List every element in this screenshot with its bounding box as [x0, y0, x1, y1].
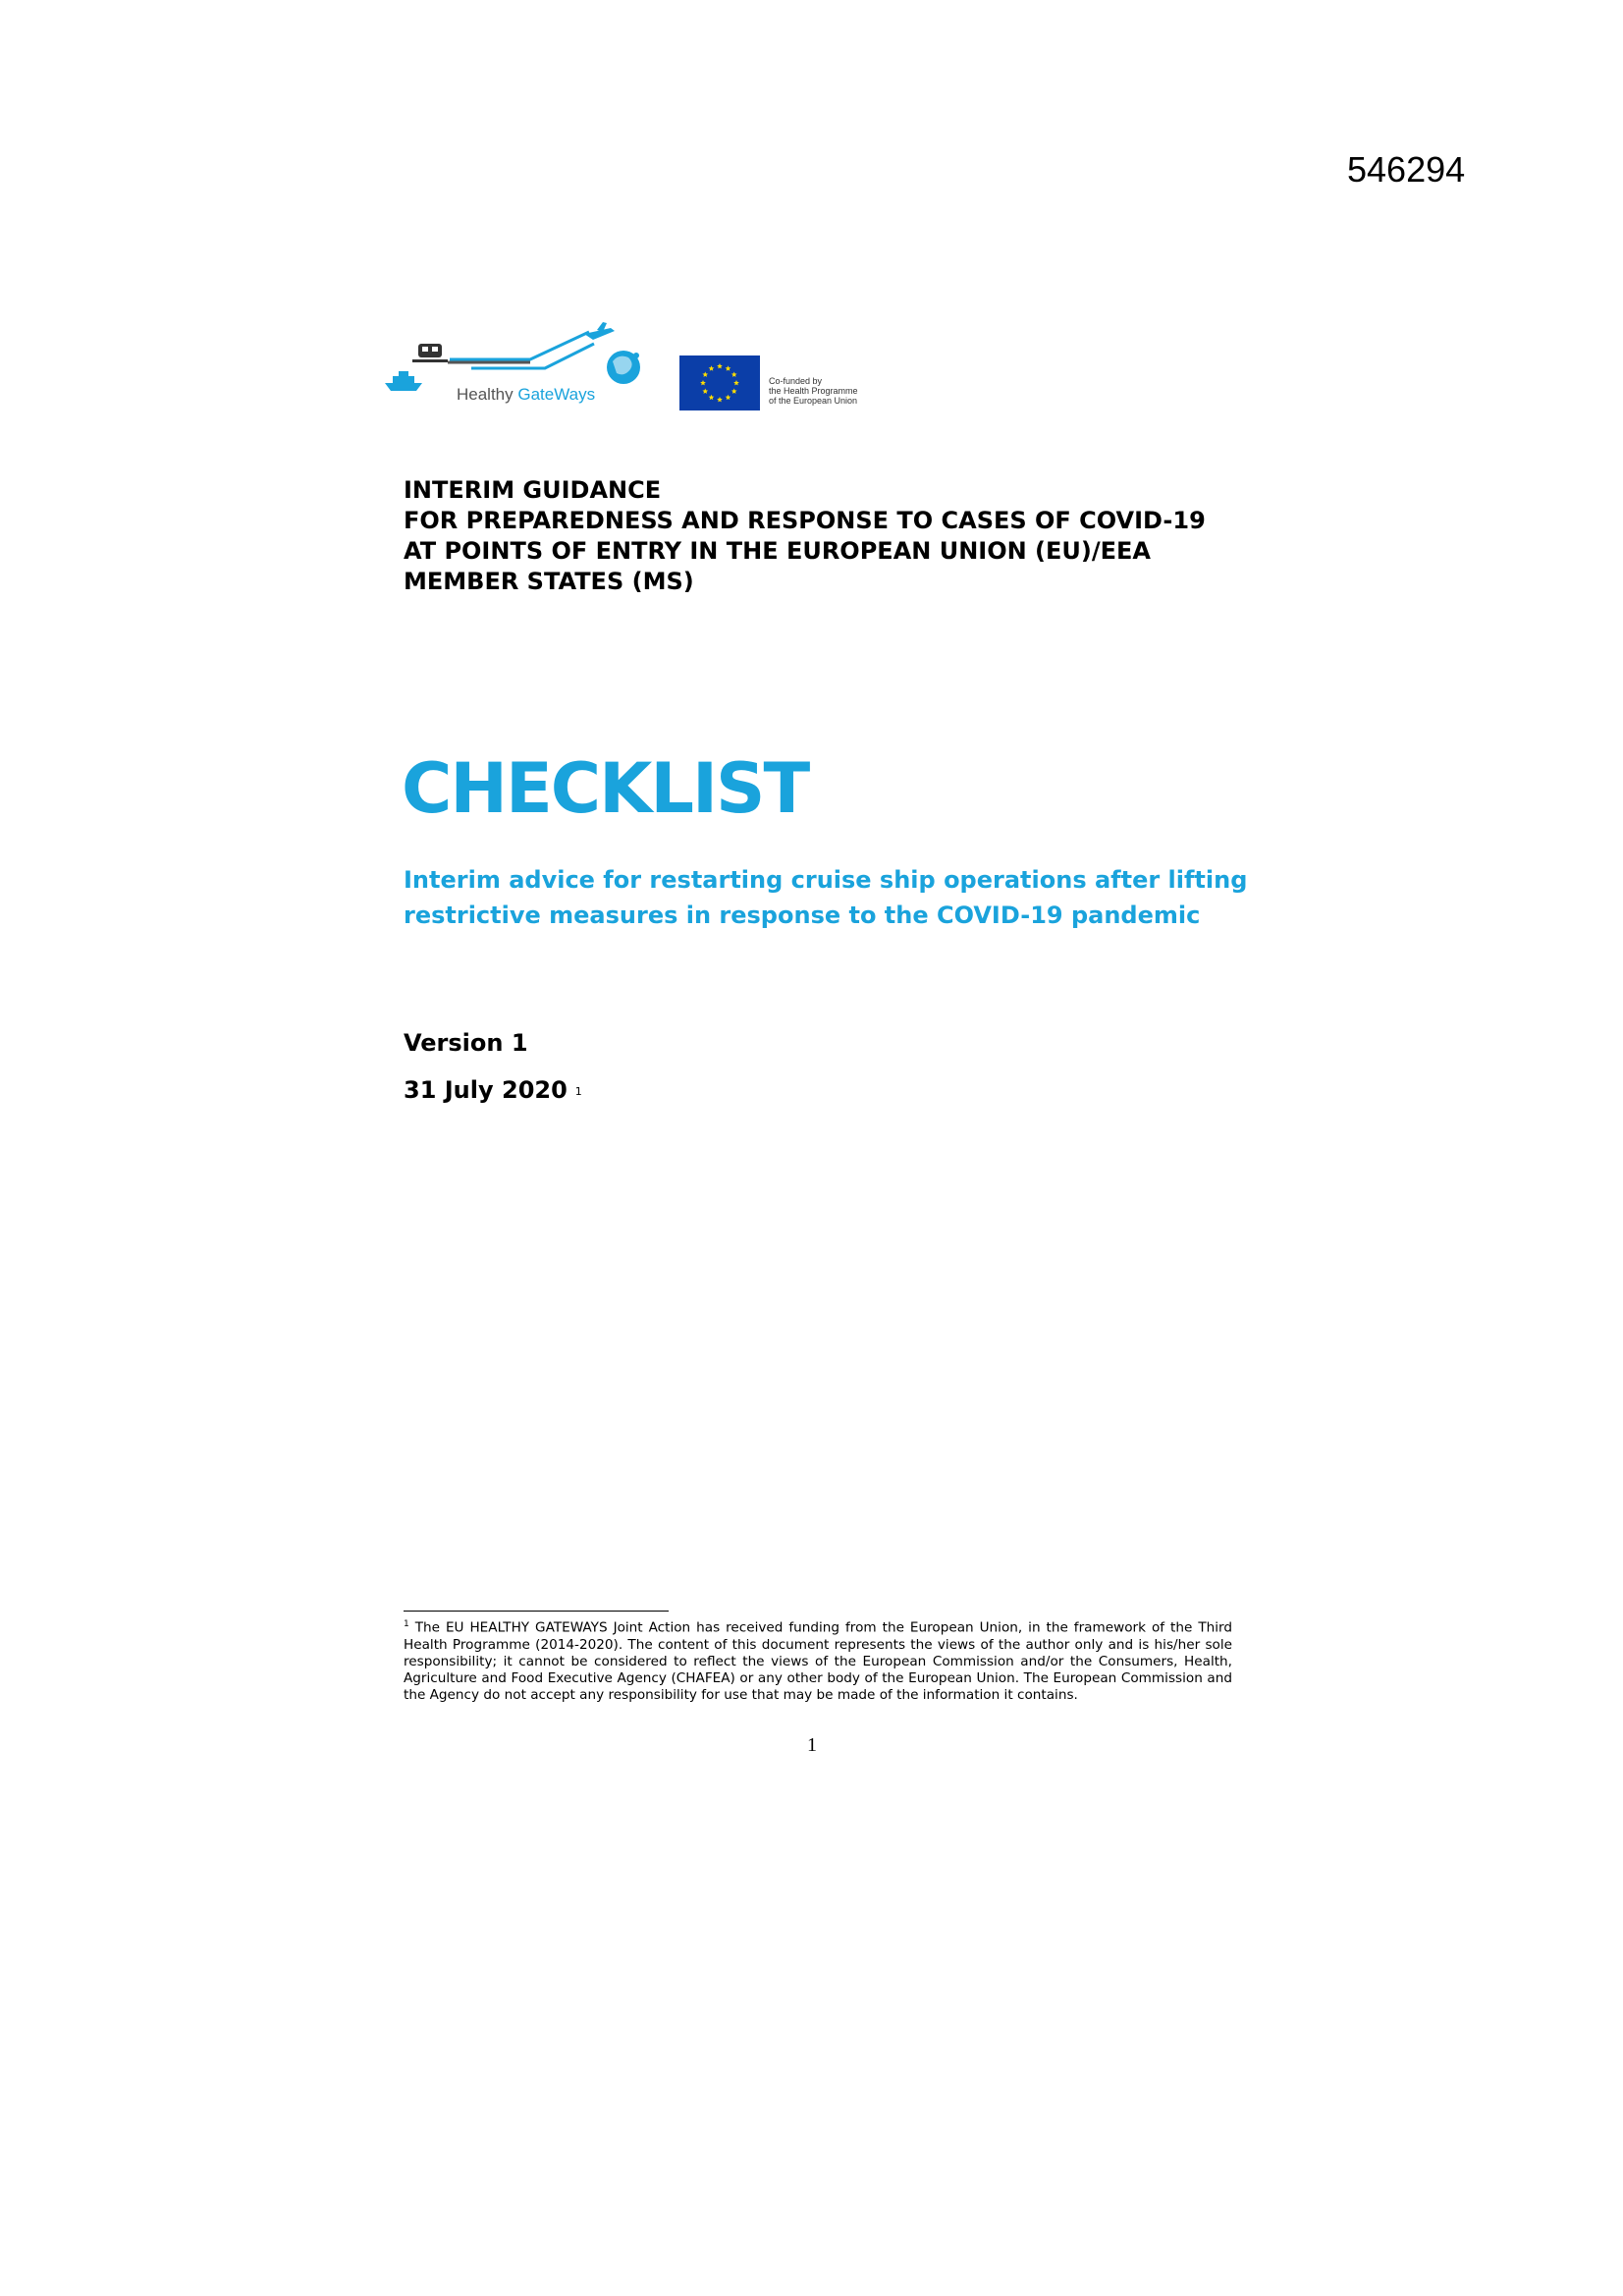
guidance-line: FOR PREPAREDNESS AND RESPONSE TO CASES OF COVID-19 — [404, 507, 1206, 534]
subtitle-line: Interim advice for restarting cruise ship operations after lifting — [404, 866, 1248, 894]
date-label — [404, 1076, 582, 1104]
footnote-text: The EU HEALTHY GATEWAYS Joint Action has received funding from the European Union, in the framework of the Third Health Programme (2014-2020). The content of this document represents the views of the author only and is his/her sole responsibility; it cannot be considered to reflect the views of the European Commission and/or the Consumers, Health, Agriculture and Food Executive Agency (CHAFEA) or any other body of the European Union. The European Commission and the Agency do not accept any responsibility for use that may be made of the information it contains. — [404, 1619, 1232, 1703]
logo-text-gateways: GateWays — [517, 385, 596, 404]
guidance-line: AT POINTS OF ENTRY IN THE EUROPEAN UNION (EU)/EEA — [404, 537, 1152, 565]
footnote-marker: 1 — [404, 1619, 409, 1629]
document-number: 546294 — [1347, 149, 1466, 190]
version-label: Version 1 — [404, 1029, 528, 1057]
subtitle-line: restrictive measures in response to the COVID-19 pandemic — [404, 902, 1201, 929]
guidance-line: MEMBER STATES (MS) — [404, 568, 694, 595]
healthy-gateways-logo-text — [457, 385, 595, 405]
cofund-line: the Health Programme — [769, 386, 858, 396]
cofund-line: Co-funded by — [769, 376, 823, 386]
subtitle — [404, 862, 1287, 933]
cofund-line: of the European Union — [769, 396, 858, 406]
guidance-line: INTERIM GUIDANCE — [404, 476, 662, 504]
ship-icon — [385, 371, 422, 391]
footnote — [404, 1616, 1232, 1704]
airplane-icon — [584, 322, 615, 340]
footnote-divider — [404, 1611, 669, 1612]
guidance-heading — [404, 475, 1287, 597]
page-title: CHECKLIST — [402, 748, 809, 829]
date-text: 31 July 2020 — [404, 1076, 568, 1104]
eu-flag-icon — [679, 355, 760, 410]
page-number: 1 — [807, 1734, 817, 1756]
train-icon — [412, 344, 448, 362]
logo-text-healthy: Healthy — [457, 385, 514, 404]
footnote-reference[interactable]: 1 — [574, 1084, 582, 1098]
eu-cofund-text — [769, 376, 858, 406]
globe-icon — [607, 351, 640, 384]
